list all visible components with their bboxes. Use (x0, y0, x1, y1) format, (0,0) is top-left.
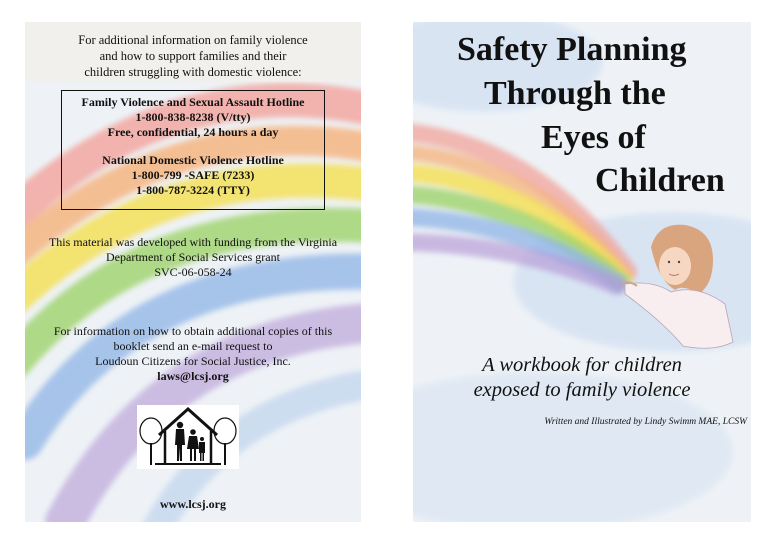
hotline-note: Free, confidential, 24 hours a day (107, 125, 279, 139)
hotline-name: National Domestic Violence Hotline (102, 153, 284, 167)
back-cover (25, 22, 361, 522)
funding-statement (25, 235, 361, 280)
hotline-name: Family Violence and Sexual Assault Hotline (81, 95, 305, 109)
front-cover (413, 22, 751, 522)
title-line-1: Safety Planning (457, 31, 687, 68)
funding-line: Department of Social Services grant (106, 250, 280, 264)
hotline-national-domestic-violence (61, 153, 325, 198)
subtitle-line: A workbook for children (482, 354, 682, 376)
intro-line: and how to support families and their (99, 49, 287, 63)
copies-info (25, 324, 361, 384)
author-credit: Written and Illustrated by Lindy Swimm MAE, LCSW (544, 417, 747, 427)
lcsj-logo (137, 405, 239, 469)
intro-line: children struggling with domestic violence: (84, 65, 302, 79)
title-line-2: Through the (484, 75, 666, 112)
subtitle-line: exposed to family violence (473, 379, 691, 401)
title-line-4: Children (595, 162, 725, 199)
hotline-tty-number: 1-800-787-3224 (TTY) (136, 183, 250, 197)
organization-name: Loudoun Citizens for Social Justice, Inc. (95, 354, 291, 368)
copies-line: booklet send an e-mail request to (113, 339, 273, 353)
intro-text (25, 32, 361, 80)
website-url[interactable]: www.lcsj.org (160, 497, 226, 511)
title-line-3: Eyes of (541, 119, 646, 156)
contact-email: laws@lcsj.org (157, 369, 229, 383)
grant-number: SVC-06-058-24 (154, 265, 232, 279)
funding-line: This material was developed with funding from the Virginia (48, 235, 338, 249)
hotline-number: 1-800-799 -SAFE (7233) (131, 168, 255, 182)
copies-line: For information on how to obtain additional copies of this (53, 324, 333, 338)
subtitle (413, 353, 751, 403)
hotline-number: 1-800-838-8238 (V/tty) (135, 110, 251, 124)
intro-line: For additional information on family violence (78, 33, 308, 47)
hotline-family-violence (61, 95, 325, 140)
